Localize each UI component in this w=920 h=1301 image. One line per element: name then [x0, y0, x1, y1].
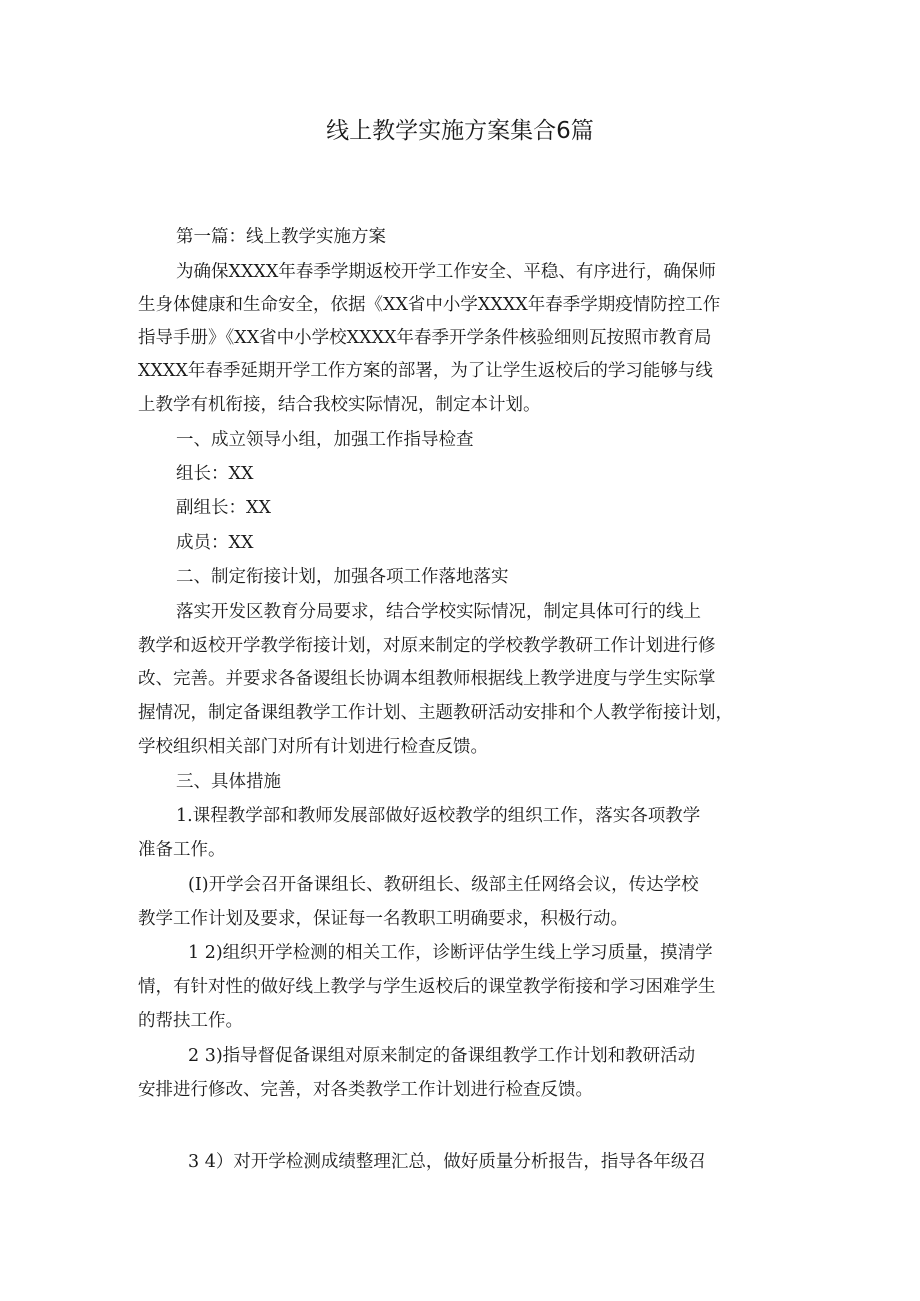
paragraph-line: 指导手册》《XX省中小学校XXXX年春季开学条件核验细则瓦按照市教育局 — [138, 328, 712, 348]
paragraph-line: 情，有针对性的做好线上教学与学生返校后的课堂教学衔接和学习困难学生 — [138, 977, 716, 997]
paragraph-line: 生身体健康和生命安全，依据《XX省中小学XXXX年春季学期疫情防控工作 — [138, 295, 721, 315]
paragraph-line: 握情况，制定备课组教学工作计划、主题教研活动安排和个人教学衔接计划， — [138, 703, 733, 723]
section-heading-part1: 第一篇：线上教学实施方案 — [176, 227, 386, 247]
paragraph-line: 教学和返校开学教学衔接计划，对原来制定的学校教学教研工作计划进行修 — [138, 636, 716, 656]
list-item-members: 成员：XX — [176, 533, 254, 553]
list-item-leader: 组长：XX — [176, 464, 254, 484]
paragraph-line: 落实开发区教育分局要求，结合学校实际情况，制定具体可行的线上 — [176, 602, 701, 622]
paragraph-line: 2 3)指导督促备课组对原来制定的备课组教学工作计划和教研活动 — [188, 1046, 696, 1066]
paragraph-line: 1.课程教学部和教师发展部做好返校教学的组织工作，落实各项教学 — [176, 806, 701, 826]
paragraph-line: 安排进行修改、完善，对各类教学工作计划进行检查反馈。 — [138, 1080, 593, 1100]
paragraph-line: 上教学有机衔接，结合我校实际情况，制定本计划。 — [138, 395, 541, 415]
paragraph-line: 为确保XXXX年春季学期返校开学工作安全、平稳、有序进行，确保师 — [176, 262, 716, 282]
paragraph-line: 改、完善。并要求各备谡组长协调本组教师根据线上教学进度与学生实际掌 — [138, 669, 716, 689]
paragraph-line: 教学工作计划及要求，保证每一名教职工明确要求，积极行动。 — [138, 909, 628, 929]
paragraph-line: 3 4）对开学检测成绩整理汇总，做好质量分析报告，指导各年级召 — [188, 1152, 706, 1172]
subheading-measures: 三、具体措施 — [176, 772, 281, 792]
paragraph-line: 1 2)组织开学检测的相关工作，诊断评估学生线上学习质量，摸清学 — [188, 943, 713, 963]
paragraph-line: 的帮扶工作。 — [138, 1011, 243, 1031]
paragraph-line: 学校组织相关部门对所有计划进行检查反馈。 — [138, 737, 488, 757]
document-title: 线上教学实施方案集合6篇 — [326, 118, 594, 144]
paragraph-line: (I)开学会召开备课组长、教研组长、级部主任网络会议，传达学校 — [188, 875, 699, 895]
list-item-deputy-leader: 副组长：XX — [176, 498, 271, 518]
subheading-leadership: 一、成立领导小组，加强工作指导检查 — [176, 430, 474, 450]
paragraph-line: XXXX年春季延期开学工作方案的部署，为了让学生返校后的学习能够与线 — [138, 361, 713, 381]
paragraph-line: 准备工作。 — [138, 840, 226, 860]
subheading-plan: 二、制定衔接计划，加强各项工作落地落实 — [176, 567, 509, 587]
